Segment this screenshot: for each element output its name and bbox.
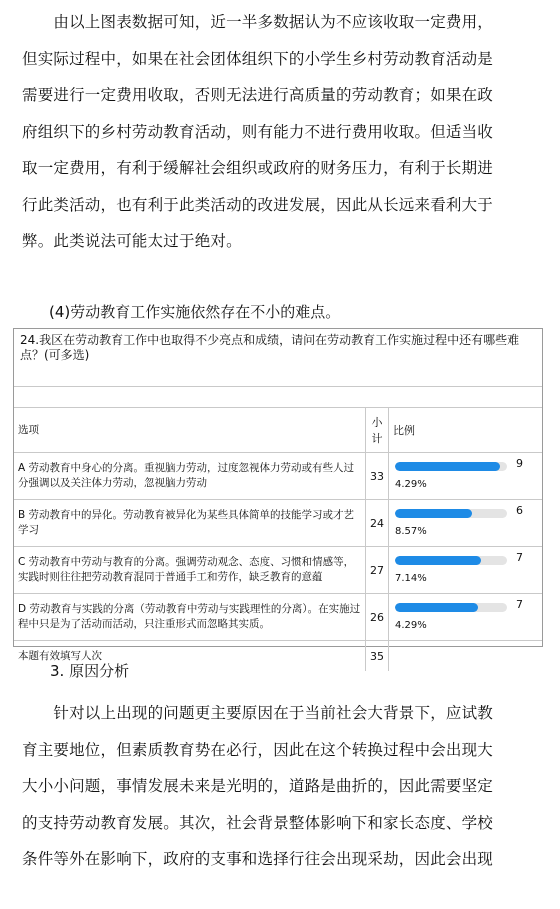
spacer-row	[14, 387, 542, 408]
ratio-bar-fill	[395, 462, 500, 471]
header-option: 选项	[14, 408, 366, 453]
option-text: C 劳动教育中劳动与教育的分离。强调劳动观念、态度、习惯和情感等，实践时则往往把劳动教育混同于普通手工和劳作，缺乏教育的意蕴	[14, 547, 366, 594]
option-count: 27	[366, 547, 389, 594]
ratio-bar-fill	[395, 509, 472, 518]
ratio-cell	[389, 500, 543, 547]
paragraph-line: 由以上图表数据可知，近一半多数据认为不应该收取一定费用，	[22, 13, 494, 31]
paragraph-line: 行此类活动，也有利于此类活动的改进发展，因此从长远来看利大于	[22, 195, 494, 214]
header-count: 小计	[366, 408, 389, 453]
paragraph-line: 大小小问题，事情发展未来是光明的，道路是曲折的，因此需要坚定	[22, 777, 494, 795]
option-text: A 劳动教育中身心的分离。重视脑力劳动，过度忽视体力劳动或有些人过分强调以及关注体力劳动，忽视脑力劳动	[14, 453, 366, 500]
table-row	[14, 594, 542, 641]
ratio-bar-fill	[395, 603, 478, 612]
bar-value: 7	[516, 551, 523, 564]
option-text: D 劳动教育与实践的分离（劳动教育中劳动与实践理性的分离）。在实施过程中只是为了活动而活动，只注重形式而忽略其实质。	[14, 594, 366, 641]
option-count: 24	[366, 500, 389, 547]
ratio-bar-fill	[395, 556, 481, 565]
table-row	[14, 500, 542, 547]
paragraph-line: 但实际过程中，如果在社会团体组织下的小学生乡村劳动教育活动是	[22, 49, 494, 68]
table-row	[14, 453, 542, 500]
paragraph-line: 取一定费用，有利于缓解社会组织或政府的财务压力，有利于长期进	[22, 159, 494, 177]
paragraph-line: 府组织下的乡村劳动教育活动，则有能力不进行费用收取。但适当收	[22, 122, 494, 141]
analysis-paragraph	[22, 695, 542, 878]
ratio-percent: 4.29%	[395, 620, 427, 631]
ratio-percent: 4.29%	[395, 479, 427, 490]
ratio-bar-track	[395, 603, 507, 612]
ratio-bar-track	[395, 556, 507, 565]
table-header-row	[14, 408, 542, 453]
ratio-cell	[389, 547, 543, 594]
paragraph-line: 的支持劳动教育发展。其次，社会背景整体影响下和家长态度、学校	[22, 813, 494, 832]
option-text: B 劳动教育中的异化。劳动教育被异化为某些具体简单的技能学习或才艺学习	[14, 500, 366, 547]
bar-value: 7	[516, 598, 523, 611]
ratio-cell	[389, 594, 543, 641]
results-table	[14, 408, 542, 671]
section-heading-cause-analysis: 3. 原因分析	[50, 662, 130, 680]
subheading-difficulties: (4)劳动教育工作实施依然存在不小的难点。	[49, 303, 341, 321]
option-count: 33	[366, 453, 389, 500]
option-count: 26	[366, 594, 389, 641]
ratio-cell	[389, 453, 543, 500]
total-count: 35	[366, 641, 389, 672]
header-ratio: 比例	[389, 408, 543, 453]
bar-value: 9	[516, 457, 523, 470]
total-label: 本题有效填写人次	[14, 641, 366, 672]
ratio-bar-track	[395, 462, 507, 471]
intro-paragraph	[22, 4, 542, 260]
paragraph-line: 育主要地位，但素质教育势在必行，因此在这个转换过程中会出现大	[22, 740, 494, 759]
paragraph-line: 针对以上出现的问题更主要原因在于当前社会大背景下，应试教	[22, 704, 494, 722]
paragraph-line: 条件等外在影响下，政府的支事和选择行往会出现采劫，因此会出现	[22, 850, 494, 868]
survey-table	[13, 328, 543, 663]
survey-question: 24.我区在劳动教育工作中也取得不少亮点和成绩，请问在劳动教育工作实施过程中还有哪些难点？(可多选)	[14, 329, 542, 387]
ratio-percent: 7.14%	[395, 573, 427, 584]
table-row	[14, 547, 542, 594]
ratio-bar-track	[395, 509, 507, 518]
total-ratio-empty	[389, 641, 543, 672]
paragraph-line: 需要进行一定费用收取，否则无法进行高质量的劳动教育；如果在政	[22, 86, 494, 104]
paragraph-line: 弊。此类说法可能太过于绝对。	[22, 232, 242, 250]
bar-value: 6	[516, 504, 523, 517]
ratio-percent: 8.57%	[395, 526, 427, 537]
